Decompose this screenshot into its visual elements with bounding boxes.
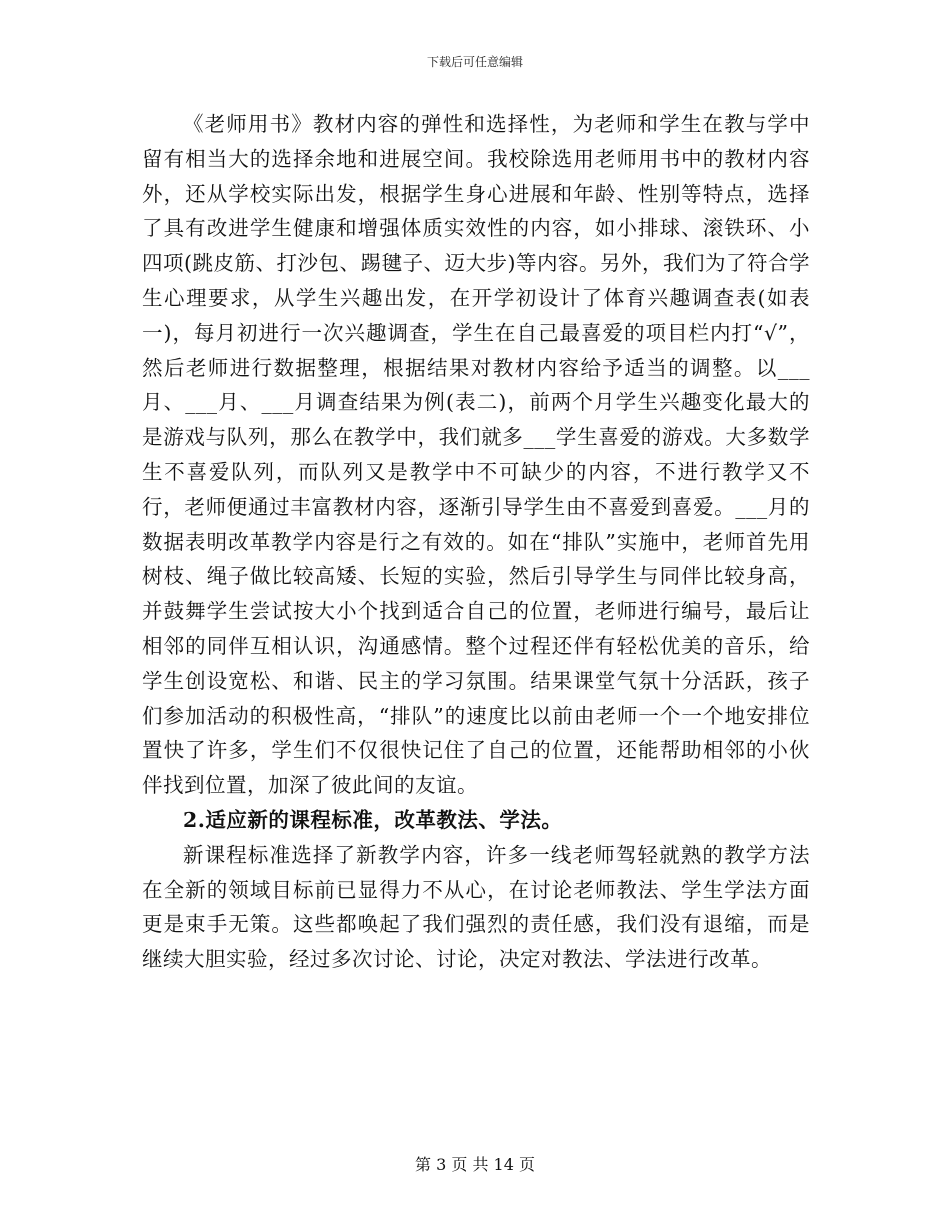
section-heading: 2.适应新的课程标准，改革教法、学法。 [183, 807, 563, 832]
page-number: 第 3 页 共 14 页 [415, 1155, 535, 1174]
paragraph-teaching-content: 《老师用书》教材内容的弹性和选择性，为老师和学生在教与学中留有相当大的选择余地和进展空间。我校除选用老师用书中的教材内容外，还从学校实际出发，根据学生身心进展和年龄、性别等特点，选择了具有改进学生健康和增强体质实效性的内容，如小排球、滚铁环、小四项(跳皮筋、打沙包、踢毽子、迈大步)等内容。另外，我们为了符合学生心理要求，从学生兴趣出发，在开学初设计了体育兴趣调查表(如表一)，每月初进行一次兴趣调查，学生在自己最喜爱的项目栏内打“√”，然后老师进行数据整理，根据结果对教材内容给予适当的调整。以___月、___月、___月调查结果为例(表二)，前两个月学生兴趣变化最大的是游戏与队列，那么在教学中，我们就多___学生喜爱的游戏。大多数学生不喜爱队列，而队列又是教学中不可缺少的内容，不进行教学又不行，老师便通过丰富教材内容，逐渐引导学生由不喜爱到喜爱。___月的数据表明改革教学内容是行之有效的。如在“排队”实施中，老师首先用树枝、绳子做比较高矮、长短的实验，然后引导学生与同伴比较身高，并鼓舞学生尝试按大小个找到适合自己的位置，老师进行编号，最后让相邻的同伴互相认识，沟通感情。整个过程还伴有轻松优美的音乐，给学生创设宽松、和谐、民主的学习氛围。结果课堂气氛十分活跃，孩子们参加活动的积极性高，“排队”的速度比以前由老师一个一个地安排位置快了许多，学生们不仅很快记住了自己的位置，还能帮助相邻的小伙伴找到位置，加深了彼此间的友谊。 [142, 112, 810, 798]
body-text [142, 107, 810, 977]
paragraph-teaching-methods: 新课程标准选择了新教学内容，许多一线老师驾轻就熟的教学方法在全新的领域目标前已显得力不从心，在讨论老师教法、学生学法方面更是束手无策。这些都唤起了我们强烈的责任感，我们没有退缩，而是继续大胆实验，经过多次讨论、讨论，决定对教法、学法进行改革。 [142, 842, 810, 972]
running-header: 下载后可任意编辑 [426, 55, 523, 69]
